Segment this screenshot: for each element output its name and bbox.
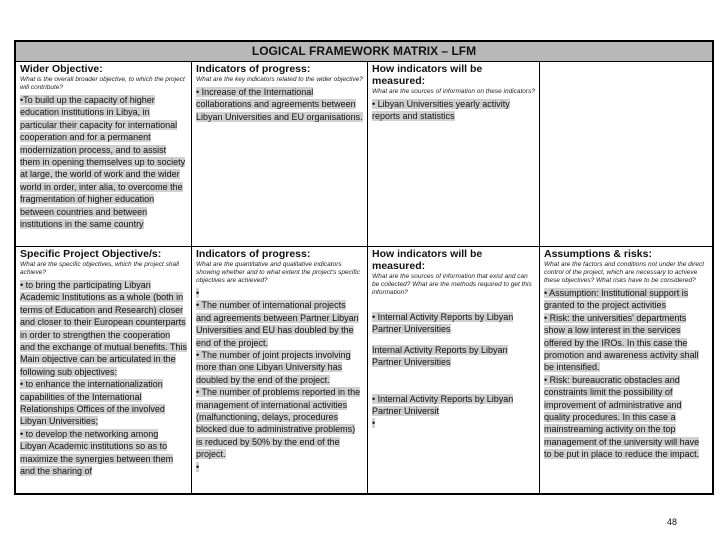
specific-measured-p2: Internal Activity Reports by Libyan Partner Universities	[372, 344, 508, 368]
specific-assumptions-question: What are the factors and conditions not under the direct control of the project, which are necessary to achieve these objectives? What risks have to be considered?	[544, 261, 705, 284]
specific-indicators-p3: • The number of problems reported in the management of international activities (malfunctioning, delays, procedures blocked due to administrative problems) is reduced by 50% by the end of the project.	[196, 387, 361, 460]
specific-assumptions-p2: • Risk: the universities' departments show a low interest in the services offered by the IROs. In this case the promotion and awareness activity shall be intensified.	[544, 312, 699, 373]
specific-objective-p3: • to develop the networking among Libyan Academic institutions so as to maximize the synergies between them and the sharing of	[20, 428, 174, 477]
specific-measured-cell	[368, 247, 540, 493]
specific-indicators-heading: Indicators of progress:	[196, 248, 311, 260]
specific-assumptions-cell	[540, 247, 712, 493]
specific-indicators-question: What are the quantitative and qualitative indicators showing whether and to what extent the project's specific objectives are achieved?	[196, 261, 360, 284]
wider-measured-heading: How indicators will be measured:	[372, 63, 483, 87]
wider-measured-question: What are the sources of information on these indicators?	[372, 88, 535, 95]
page-number: 48	[667, 517, 678, 527]
specific-measured-p3: • Internal Activity Reports by Libyan Partner Universit	[372, 393, 514, 417]
specific-indicators-p4: •	[196, 461, 200, 472]
wider-empty-cell	[540, 62, 712, 246]
specific-assumptions-p1: • Assumption: Institutional support is granted to the project activities	[544, 288, 689, 311]
specific-assumptions-p3: • Risk: bureaucratic obstacles and constraints limit the possibility of improvement of administrative and quality procedures. In this case a mainstreaming activity on the top management of the university will have to be put in place to reduce the impact.	[544, 374, 700, 460]
specific-measured-p1: • Internal Activity Reports by Libyan Partner Universities	[372, 312, 514, 335]
wider-measured-cell	[368, 62, 540, 246]
wider-objective-text: •To build up the capacity of higher education institutions in Libya, in particular their capacity for international cooperation and for a permanent modernization process, and to assist them in opening themselves up to society at large, the world of work and the wider world in order, inter alia, to overcome the fragmentation of higher education between countries and between institutions in the same country	[20, 95, 186, 230]
table-row-wider-objective	[16, 62, 712, 247]
specific-measured-heading: How indicators will be measured:	[372, 248, 483, 272]
specific-indicators-p0: •	[196, 288, 200, 298]
wider-objective-question: What is the overall broader objective, to which the project will contribute?	[20, 76, 185, 91]
table-row-specific-objective	[16, 247, 712, 493]
table-title: LOGICAL FRAMEWORK MATRIX – LFM	[16, 42, 712, 62]
wider-indicators-text: • Increase of the International collaborations and agreements between Libyan Universities and EU organisations.	[196, 87, 363, 122]
specific-assumptions-heading: Assumptions & risks:	[544, 248, 652, 260]
specific-objective-cell	[16, 247, 192, 493]
logframe-table	[14, 40, 714, 495]
wider-measured-text: • Libyan Universities yearly activity reports and statistics	[372, 99, 510, 122]
specific-measured-question: What are the sources of information that exist and can be collected? What are the methods required to get this information?	[372, 273, 532, 296]
specific-indicators-p1: • The number of international projects and agreements between Partner Libyan Universities and EU has doubled by the end of the project.	[196, 300, 359, 348]
specific-indicators-p2: • The number of joint projects involving more than one Libyan University has doubled by the end of the project.	[196, 350, 351, 385]
specific-objective-p1: • to bring the participating Libyan Academic Institutions as a whole (both in terms of Education and Research) closer and closer to their European counterparts in order to strengthen the cooperation and the exchange of mutual benefits. This Main objective can be articulated in the following sub objectives:	[20, 280, 187, 377]
specific-objective-heading: Specific Project Objective/s:	[20, 248, 162, 260]
specific-objective-p2: • to enhance the internationalization capabilities of the International Relationships Offices of the involved Libyan Universities;	[20, 379, 165, 427]
wider-indicators-heading: Indicators of progress:	[196, 63, 311, 75]
wider-indicators-cell	[192, 62, 368, 246]
specific-measured-p4: •	[372, 418, 376, 429]
wider-objective-heading: Wider Objective:	[20, 63, 103, 75]
wider-objective-cell	[16, 62, 192, 246]
specific-indicators-cell	[192, 247, 368, 493]
specific-objective-question: What are the specific objectives, which the project shall achieve?	[20, 261, 179, 276]
wider-indicators-question: What are the key indicators related to the wider objective?	[196, 76, 363, 83]
